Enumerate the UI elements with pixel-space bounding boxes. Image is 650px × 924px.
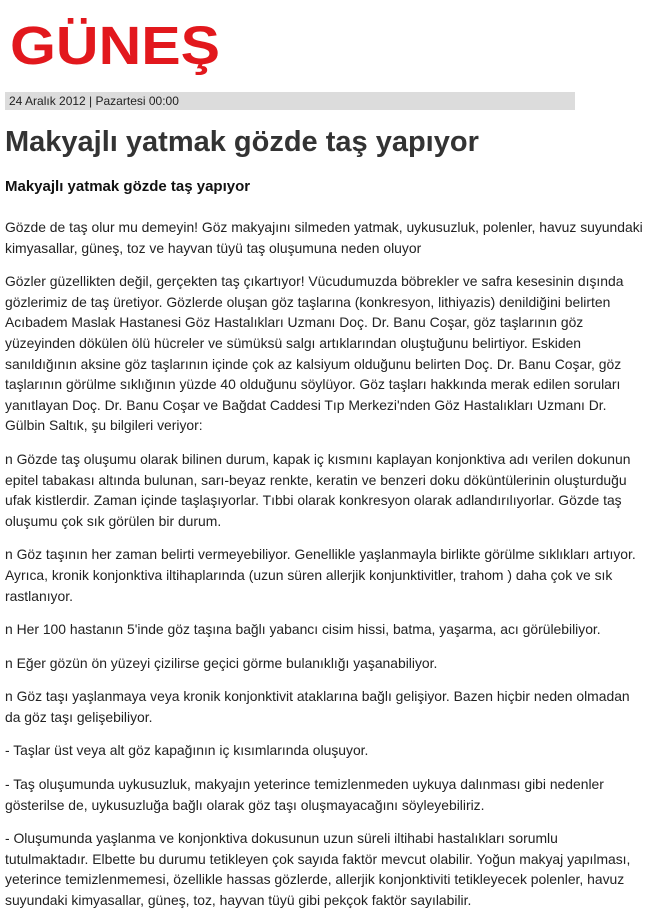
article-paragraph: - Oluşumunda yaşlanma ve konjonktiva dokusunun uzun süreli iltihabi hastalıkları sorumlu tutulmaktadır. Elbette bu durumu tetikleyen çok sayıda faktör mevcut olabilir. Yoğun makyaj yapılması, yeterince temizlenmemesi, özellikle hassas gözlerde, allerjik konjonktiviti tetikleyecek polenler, havuz suyundaki kimyasallar, güneş, toz, hayvan tüyü gibi pekçok faktör sayılabilir. xyxy=(5,830,631,909)
article-paragraph: n Göz taşının her zaman belirti vermeyebiliyor. Genellikle yaşlanmayla birlikte görülme sıklıkları artıyor. Ayrıca, kronik konjonktiva iltihaplarında (uzun süren allerjik konjunktivitler, trahom ) daha çok ve sık rastlanıyor. xyxy=(5,546,636,604)
article-paragraph: n Eğer gözün ön yüzeyi çizilirse geçici görme bulanıklığı yaşanabiliyor. xyxy=(5,654,438,671)
article-paragraph: n Her 100 hastanın 5'inde göz taşına bağlı yabancı cisim hissi, batma, yaşarma, acı görülebiliyor. xyxy=(5,621,601,638)
page-title: Makyajlı yatmak gözde taş yapıyor xyxy=(5,126,479,158)
date-bar xyxy=(5,92,575,110)
brand-logo-image xyxy=(10,14,225,74)
article-paragraph: - Taş oluşumunda uykusuzluk, makyajın yeterince temizlenmeden uykuya dalınması gibi nedenler gösterilse de, uykusuzluğa bağlı olarak göz taşı oluşmayacağını söyleyebiliriz. xyxy=(5,776,604,813)
article-paragraph: n Göz taşı yaşlanmaya veya kronik konjonktivit ataklarına bağlı gelişiyor. Bazen hiçbir neden olmadan da göz taşı gelişebiliyor. xyxy=(5,688,630,725)
article-paragraph: Gözler güzellikten değil, gerçekten taş çıkartıyor! Vücudumuzda böbrekler ve safra kesesinin dışında gözlerimiz de taş üretiyor. Gözlerde oluşan göz taşlarına (konkresyon, lithiyazis) denildiğini belirten Acıbadem Maslak Hastanesi Göz Hastalıkları Uzmanı Doç. Dr. Banu Coşar, göz taşlarının göz yüzeyinden dökülen ölü hücreler ve sümüksü salgı artıklarından oluştuğunu belirtiyor. Eskiden sanıldığının aksine göz taşlarının içinde çok az kalsiyum olduğunu belirten Doç. Dr. Banu Coşar, göz taşlarının görülme sıklığının yüzde 40 olduğunu söylüyor. Göz taşları hakkında merak edilen soruları yanıtlayan Doç. Dr. Banu Coşar ve Bağdat Caddesi Tıp Merkezi'nden Göz Hastalıkları Uzmanı Dr. Gülbin Saltık, şu bilgileri veriyor: xyxy=(5,273,624,434)
article-paragraph: - Taşlar üst veya alt göz kapağının iç kısımlarında oluşuyor. xyxy=(5,742,369,759)
article-subtitle: Makyajlı yatmak gözde taş yapıyor xyxy=(5,178,251,195)
brand-logo[interactable] xyxy=(10,14,225,74)
date-text: 24 Aralık 2012 | Pazartesi 00:00 xyxy=(9,94,179,108)
brand-logo-text: GÜNEŞ xyxy=(10,16,221,76)
article-paragraph: Gözde de taş olur mu demeyin! Göz makyajını silmeden yatmak, uykusuzluk, polenler, havuz suyundaki kimyasallar, güneş, toz ve hayvan tüyü taş oluşumuna neden oluyor xyxy=(5,219,643,256)
article-paragraph: n Gözde taş oluşumu olarak bilinen durum, kapak iç kısmını kaplayan konjonktiva adı verilen dokunun epitel tabakası altında bulunan, sarı-beyaz renkte, keratin ve benzeri doku döküntülerinin oluşturduğu ufak kistlerdir. Zaman içinde taşlaşıyorlar. Tıbbi olarak konkresyon olarak adlandırılıyorlar. Gözde taş oluşumu çok sık görülen bir durum. xyxy=(5,450,631,529)
article-body xyxy=(5,217,645,924)
